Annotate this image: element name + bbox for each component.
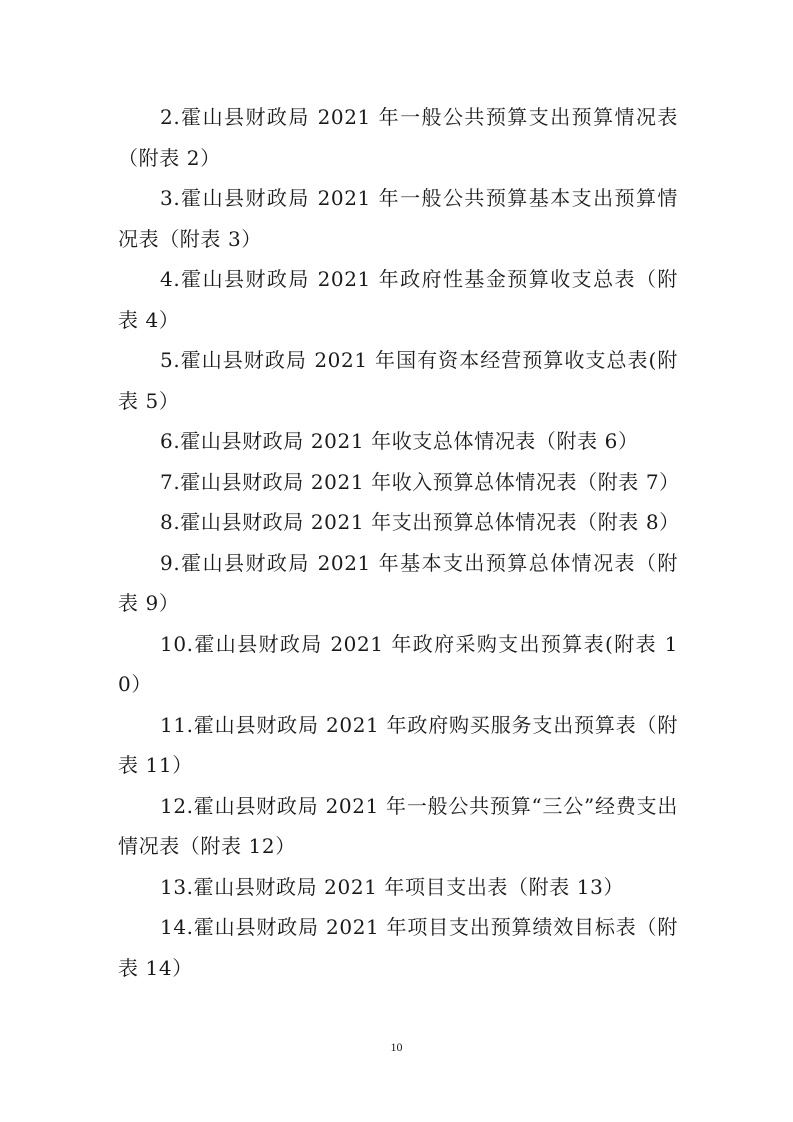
list-item: 12.霍山县财政局 2021 年一般公共预算“三公”经费支出情况表（附表 12）: [118, 793, 678, 858]
list-item: 7.霍山县财政局 2021 年收入预算总体情况表（附表 7）: [160, 469, 680, 494]
list-item: 8.霍山县财政局 2021 年支出预算总体情况表（附表 8）: [160, 510, 680, 534]
list-item: 11.霍山县财政局 2021 年政府购买服务支出预算表（附表 11）: [118, 712, 678, 777]
list-item: 13.霍山县财政局 2021 年项目支出表（附表 13）: [160, 874, 625, 899]
list-item: 9.霍山县财政局 2021 年基本支出预算总体情况表（附表 9）: [118, 550, 678, 615]
list-item: 10.霍山县财政局 2021 年政府采购支出预算表(附表 10）: [118, 631, 678, 696]
list-item: 4.霍山县财政局 2021 年政府性基金预算收支总表（附表 4）: [118, 267, 678, 332]
list-item: 14.霍山县财政局 2021 年项目支出预算绩效目标表（附表 14）: [118, 915, 678, 980]
page-number: 10: [390, 1040, 403, 1054]
list-item: 2.霍山县财政局 2021 年一般公共预算支出预算情况表（附表 2）: [118, 105, 678, 170]
appendix-table-list: [118, 97, 678, 988]
list-item: 5.霍山县财政局 2021 年国有资本经营预算收支总表(附表 5）: [118, 348, 678, 413]
list-item: 6.霍山县财政局 2021 年收支总体情况表（附表 6）: [160, 429, 639, 453]
list-item: 3.霍山县财政局 2021 年一般公共预算基本支出预算情况表（附表 3）: [118, 186, 678, 251]
